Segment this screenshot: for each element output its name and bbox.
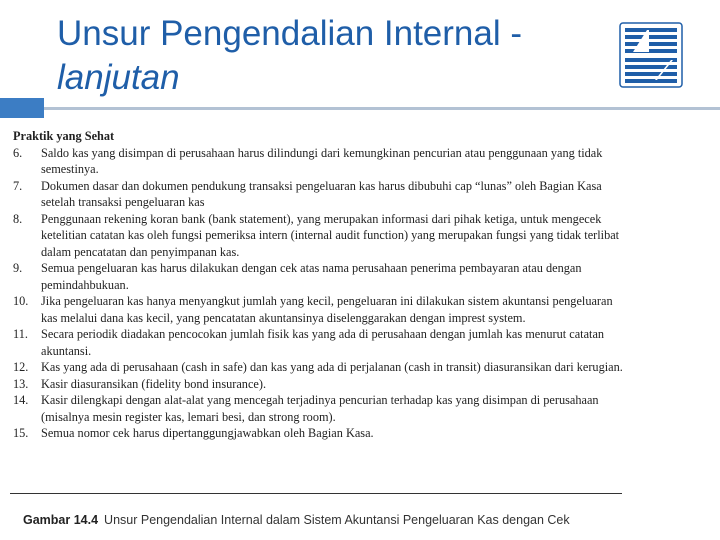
item-number: 11.	[13, 327, 28, 341]
list-item	[13, 178, 623, 211]
figure-caption	[23, 513, 643, 527]
item-text: Jika pengeluaran kas hanya menyangkut jumlah yang kecil, pengeluaran ini dilakukan sistem akuntansi pengeluaran kas melalui dana kas kecil, yang pencatatan akuntansinya diselenggarakan dengan imprest system.	[41, 294, 613, 325]
item-number: 6.	[13, 145, 23, 160]
item-number: 12.	[13, 360, 29, 374]
list-item	[13, 211, 623, 261]
header-accent-bar	[0, 98, 44, 118]
slide-title-line1: Unsur Pengendalian Internal -	[57, 14, 523, 53]
list-item	[13, 359, 623, 376]
list-item	[13, 392, 623, 425]
item-text: Dokumen dasar dan dokumen pendukung transaksi pengeluaran kas harus dibubuhi cap “lunas” oleh Bagian Kasa setelah transaksi pengeluaran kas	[41, 178, 602, 209]
item-number: 14.	[13, 393, 29, 407]
item-text: Semua pengeluaran kas harus dilakukan dengan cek atas nama perusahaan penerima pembayaran atau dengan pemindahbukuan.	[41, 261, 582, 292]
header-rule	[44, 107, 720, 110]
item-text: Kas yang ada di perusahaan (cash in safe) dan kas yang ada di perjalanan (cash in transit) diasuransikan dari kerugian.	[41, 360, 623, 374]
list-item	[13, 326, 623, 359]
item-number: 8.	[13, 211, 23, 226]
item-number: 13.	[13, 376, 29, 391]
logo-icon	[619, 22, 683, 88]
caption-text: Unsur Pengendalian Internal dalam Sistem Akuntansi Pengeluaran Kas dengan Cek	[104, 513, 570, 527]
item-number: 10.	[13, 294, 29, 308]
list-item	[13, 425, 623, 442]
item-text: Saldo kas yang disimpan di perusahaan harus dilindungi dari kemungkinan pencurian atau penggunaan yang tidak semestinya.	[41, 145, 603, 176]
slide-title-line2: lanjutan	[57, 58, 180, 97]
list-item	[13, 145, 623, 178]
item-text: Penggunaan rekening koran bank (bank statement), yang merupakan informasi dari pihak ketiga, untuk mengecek ketelitian catatan kas oleh fungsi pemeriksa intern (internal audit function) yang merupakan fungsi yang tidak terlibat dalam pencatatan dan penyimpanan kas.	[41, 211, 620, 259]
document-content	[13, 128, 623, 442]
section-heading: Praktik yang Sehat	[13, 129, 115, 143]
item-number: 9.	[13, 261, 23, 275]
item-text: Kasir dilengkapi dengan alat-alat yang mencegah terjadinya pencurian terhadap kas yang disimpan di perusahaan (misalnya mesin register kas, lemari besi, dan strong room).	[41, 393, 599, 424]
list-item	[13, 293, 623, 326]
list-item	[13, 260, 623, 293]
caption-divider	[10, 493, 622, 494]
list-item	[13, 376, 623, 393]
item-text: Secara periodik diadakan pencocokan jumlah fisik kas yang ada di perusahaan dengan jumlah kas menurut catatan akuntansi.	[41, 327, 605, 358]
item-number: 7.	[13, 178, 23, 193]
item-text: Semua nomor cek harus dipertanggungjawabkan oleh Bagian Kasa.	[41, 426, 374, 440]
slide-title	[57, 12, 617, 100]
item-number: 15.	[13, 426, 29, 440]
item-text: Kasir diasuransikan (fidelity bond insurance).	[41, 376, 267, 391]
caption-label: Gambar 14.4	[23, 513, 99, 527]
